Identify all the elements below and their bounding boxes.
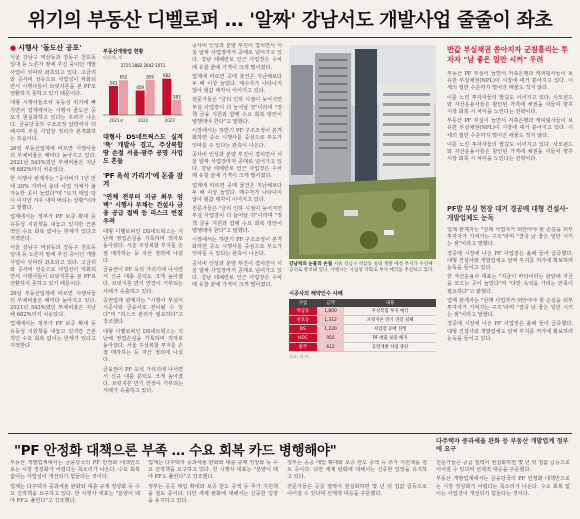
right-paragraph: 공사비 인상과 분양 부진이 겹치면서 서울 알짜 사업장마저 공매로 넘어가고 있다. 강남 테헤란로 인근 사업장은 수차례 유찰 끝에 가격이 크게 떨어졌다. (192, 260, 282, 289)
right-paragraph: 업계에 따르면 공매 물건은 지난해보다 두 배 이상 늘었다. 매수자가 나타나지 않아 헐값 매각이 이어지고 있다. (192, 73, 282, 95)
table-cell: 사업장 공매 진행 (344, 325, 436, 334)
left-paragraph: 26일 부동산업계에 따르면 시행사들의 부채비율은 해마다 높아지고 있다. 2021년 543%였던 부채비율은 지난해 682%까지 치솟았다. (10, 290, 96, 319)
sidebar-paragraph: 경공매 시장에 나온 PF 사업장은 올해 들어 급증했다. 대형 건설사와 개발업체도 알짜 부지를 저가에 확보하려 눈독을 들이고 있다. (447, 250, 573, 272)
bullet-icon: ● (10, 44, 17, 52)
table-cell: PF 대출 보증 해지 (344, 334, 436, 343)
bottom-paragraph: 정부는 공공 매입 확대와 보증 한도 증액 등 추가 지원책을 검토 중이다. 다만 세제 완화에 대해서는 신중한 입장을 유지하고 있다. (148, 483, 278, 505)
table-row (289, 343, 436, 352)
table-cell: 브릿지론 만기 연장 실패 (344, 316, 436, 325)
sidebar-paragraph: 부동산 PF 부실이 늘면서 저축은행과 캐피털사들이 보유한 부실채권(NPL)이 시장에 대거 쏟아지고 있다. 시세의 절반 수준까지 떨어진 매물도 적지 않다. (447, 71, 573, 92)
table-cell: 1,800 (317, 307, 345, 316)
sidebar-headline: 반값 부실채권 쏟아지자 군침흘리는 투자자 "남 좋은 일만 시켜" 우려 (447, 45, 569, 64)
bottom-paragraph: 업계는 다주택자 중과세율 완화와 대출 규제 정상화 등 수요 진작책을 요구하고 있다. 한 시행사 대표는 "분양이 돼야 PF도 풀린다"고 강조했다. (148, 460, 278, 481)
headline-rule (8, 37, 572, 38)
bottom-paragraph: 정부는 공공 매입 확대와 보증 한도 증액 등 추가 지원책을 검토 중이다. 다만 세제 완화에 대해서는 신중한 입장을 유지하고 있다. (287, 460, 427, 481)
chart-data-label: 459 (136, 85, 144, 91)
chart-data-label: 283 (173, 94, 181, 100)
sidebar-paragraph: 부동산 PF 부실이 늘면서 저축은행과 캐피털사들이 보유한 부실채권(NPL)이 시장에 대거 쏟아지고 있다. 시세의 절반 수준까지 떨어진 매물도 적지 않다. (447, 118, 573, 139)
sidebar-paragraph: 이를 노린 투자자들의 발길도 이어지고 있다. 사모펀드와 자산운용사들은 할인된 가격에 채권을 사들여 향후 시장 회복 시 차익을 노린다는 전략이다. (447, 94, 573, 116)
bottom-rule (8, 433, 572, 434)
right-paragraph: 공사비 인상과 분양 부진이 겹치면서 서울 알짜 사업장마저 공매로 넘어가고 있다. 강남 테헤란로 인근 사업장은 수차례 유찰 끝에 가격이 크게 떨어졌다. (192, 43, 282, 71)
bottom-column-3 (287, 460, 427, 518)
bottom-headline: "PF 안정화 대책으론 부족 … 수요 회복 카드 병행해야" (14, 443, 337, 459)
table-row (289, 316, 436, 325)
page-headline: 위기의 부동산 디벨로퍼 … '알짜' 강남서도 개발사업 줄줄이 좌초 (27, 8, 553, 31)
bottom-paragraph: 전문가들은 공급 절벽이 현실화하면 몇 년 뒤 집값 급등으로 이어질 수 있다며 선제적 대응을 주문했다. (436, 460, 570, 474)
center-paragraph: 증권업계 관계자는 "시행사 부실이 시공사와 금융사로 전이될 수 있다"며 "리스크 관리가 필요하다"고 강조했다. (103, 297, 183, 326)
left-paragraph: 서울 강남구 역삼동과 강동구 천호동 일대 등 노른자 땅에 추진 중이던 개발사업이 잇따라 좌초되고 있다. 고금리와 공사비 상승으로 사업성이 악화되면서 시행사들이 브릿지론을 본 PF로 전환하지 못하고 있기 때문이다. (10, 245, 96, 288)
right-paragraph: 시장에서는 하반기 PF 구조조정이 본격화하면 중소 시행사를 중심으로 부도가 잇따를 수 있다는 관측이 나온다. (192, 128, 282, 149)
table-cell: 612 (317, 343, 345, 352)
center-highlight-2: "연체 전부터 지금 최우 엄벽" 시행사 부채는 건설사 금융 공급 절벽 등 리스크 번질우려 (103, 194, 183, 225)
bottom-column-2 (148, 460, 278, 518)
left-paragraph: 서울 강남구 역삼동과 강동구 천호동 일대 등 노른자 땅에 추진 중이던 개발사업이 잇따라 좌초되고 있다. 고금리와 공사비 상승으로 사업성이 악화되면서 시행사들이 브릿지론을 본 PF로 전환하지 못하고 있기 때문이다. (10, 55, 96, 98)
table-row (289, 307, 436, 316)
table-header: 내용 (344, 299, 436, 307)
table-cell: 1,312 (317, 316, 345, 325)
left-paragraph: 업계에서는 정부가 PF 보증 확대 등 유동성 지원책을 내놓고 있지만 근본적인 수요 회복 없이는 한계가 있다고 지적한다. (10, 321, 96, 349)
bottom-paragraph: 업계는 다주택자 중과세율 완화와 대출 규제 정상화 등 수요 진작책을 요구하고 있다. 한 시행사 대표는 "분양이 돼야 PF도 풀린다"고 강조했다. (10, 483, 140, 505)
bottom-column-4 (436, 460, 570, 518)
right-paragraph: 시장에서는 하반기 PF 구조조정이 본격화하면 중소 시행사를 중심으로 부도가 잇따를 수 있다는 관측이 나온다. (192, 237, 282, 258)
chart-tick-label: 2022 (137, 118, 149, 123)
table-cell: 광주 (289, 343, 317, 352)
table-cell: DS (289, 325, 317, 334)
bottom-column-1 (10, 460, 140, 518)
left-article-column (10, 43, 96, 431)
chart-unit: 단위:%, 개 (103, 55, 123, 60)
chart-bar (119, 80, 128, 115)
bottom-paragraph: 부동산 개발업계에서는 금융당국의 PF 안정화 대책만으로는 시장 정상화가 어렵다는 목소리가 나온다. 수요 회복 없이는 사업성이 개선되기 힘들다는 것이다. (436, 476, 570, 497)
center-paragraph: 금융권이 PF 옥석 가리기에 나서면서 신규 대출 문턱도 크게 높아졌다. 브릿지론 만기 연장이 거부되는 사례가 속출하고 있다. (103, 267, 183, 295)
chart-bar (136, 91, 145, 115)
case-table (289, 290, 436, 360)
left-paragraph: 대형 시행사들조차 유동성 위기에 빠지면서 업계에서는 시행사 줄도산 공포가 현실화하고 있다는 우려가 나온다. 금융당국의 구조조정 압박까지 더해지며 부실 사업장 정리가 본격화하는 모습이다. (10, 100, 96, 143)
table-row (289, 334, 436, 343)
left-subhead-text: 시행사 '돌도산 공포' (18, 44, 82, 52)
center-paragraph: 금융권이 PF 옥석 가리기에 나서면서 신규 대출 문턱도 크게 높아졌다. 브릿지론 만기 연장이 거부되는 사례가 속출하고 있다. (103, 366, 183, 395)
left-paragraph: 26일 부동산업계에 따르면 시행사들의 부채비율은 해마다 높아지고 있다. 2021년 543%였던 부채비율은 지난해 682%까지 치솟았다. (10, 145, 96, 174)
chart-title: 부동산개발업 현황 (103, 49, 144, 55)
chart-bar (162, 79, 171, 115)
center-article-column (103, 132, 183, 431)
left-subhead (10, 45, 96, 52)
construction-site-photo (289, 45, 436, 259)
left-paragraph: 한 시행사 관계자는 "공사비가 1년 만에 30% 가까이 올라 사업 자체가 불가능한 곳이 늘었다"며 "토지 매입 당시 이자만 겨우 내며 버티는 상황"이라고 말했다. (10, 176, 96, 212)
table-cell: 역삼동 (289, 307, 317, 316)
chart-svg (103, 61, 183, 125)
cases-table (289, 299, 436, 352)
sidebar-paragraph: 경공매 시장에 나온 PF 사업장은 올해 들어 급증했다. 대형 건설사와 개발업체도 알짜 부지를 저가에 확보하려 눈독을 들이고 있다. (447, 321, 573, 342)
center-paragraph: 대형 디벨로퍼인 DS네트웍스는 지난해 영업손실을 기록하며 적자로 돌아섰다. 서울 주상복합 부지를 손절 매각하는 등 자산 정리에 나섰다. (103, 229, 183, 264)
chart-tick-label: 2023 (164, 118, 175, 123)
photo-illustration (289, 45, 436, 259)
table-cell: 천호동 (289, 316, 317, 325)
sidebar-paragraph: 이를 노린 투자자들의 발길도 이어지고 있다. 사모펀드와 자산운용사들은 할인된 가격에 채권을 사들여 향후 시장 회복 시 차익을 노린다는 전략이다. (447, 141, 573, 163)
center-minihead: 'PF 옥석 가리기'에 돈줄 잠겨 (103, 172, 183, 188)
bottom-subhead: 다주택자 중과세율 완화 등 부동산 개발업계 정부에 요구 (436, 438, 569, 453)
sidebar-article (447, 45, 573, 397)
sidebar-paragraph: 업계 관계자는 "원래 사업자가 떠안아야 할 손실을 외부 투자자가 가져가는 구조"라며 "결국 남 좋은 일만 시키는 셈"이라고 말했다. (447, 227, 573, 248)
left-paragraph: 업계에서는 정부가 PF 보증 확대 등 유동성 지원책을 내놓고 있지만 근본적인 수요 회복 없이는 한계가 있다고 지적한다. (10, 214, 96, 243)
table-header: 사업 (289, 299, 317, 307)
right-article-column (192, 43, 282, 431)
right-paragraph: 업계에 따르면 공매 물건은 지난해보다 두 배 이상 늘었다. 매수자가 나타나지 않아 헐값 매각이 이어지고 있다. (192, 182, 282, 204)
table-cell: HDC (289, 334, 317, 343)
caption-title: 강남역의 눈물의 손절 (289, 262, 333, 267)
table-cell: 1,220 (317, 325, 345, 334)
table-source: 자료: 각 사 (289, 354, 309, 359)
sidebar-paragraph: 업계 관계자는 "원래 사업자가 떠안아야 할 손실을 외부 투자자가 가져가는 구조"라며 "결국 남 좋은 일만 시키는 셈"이라고 말했다. (447, 297, 573, 319)
table-cell: 주상복합 부지 매각 (344, 307, 436, 316)
sidebar-body-2 (447, 227, 573, 397)
table-row (289, 325, 436, 334)
right-paragraph: 공사비 인상과 분양 부진이 겹치면서 서울 알짜 사업장마저 공매로 넘어가고 있다. 강남 테헤란로 인근 사업장은 수차례 유찰 끝에 가격이 크게 떨어졌다. (192, 151, 282, 180)
chart-bar (172, 100, 181, 115)
table-header: 금액 (317, 299, 345, 307)
chart-data-label: 543 (109, 80, 118, 86)
debt-chart (103, 48, 183, 128)
table-title: 시공사의 해약인수 사례 (289, 291, 343, 297)
right-paragraph: 전문가들은 "금리 인하 시점이 늦어지면 부실 사업장이 더 늘어날 것"이라며 "정책 금융 지원과 함께 수요 회복 방안이 병행돼야 한다"고 말했다. (192, 97, 282, 126)
bottom-paragraph: 부동산 개발업계에서는 금융당국의 PF 안정화 대책만으로는 시장 정상화가 어렵다는 목소리가 나온다. 수요 회복 없이는 사업성이 개선되기 힘들다는 것이다. (10, 460, 140, 481)
photo-caption (289, 262, 436, 274)
chart-data-label: 659 (146, 74, 154, 80)
caption-text: 서울 강남구 역삼동 일대 개발 예정 부지가 수년째 공터로 방치돼 있다. 시행사는 사업성 악화로 부지 매각을 추진하고 있다. (289, 262, 434, 273)
chart-data-label: 652 (119, 74, 128, 80)
right-paragraph: 전문가들은 "금리 인하 시점이 늦어지면 부실 사업장이 더 늘어날 것"이라며 "정책 금융 지원과 함께 수요 회복 방안이 병행돼야 한다"고 말했다. (192, 206, 282, 234)
sidebar-body (447, 71, 573, 201)
chart-tick-label: 2021년 (109, 118, 124, 123)
center-highlight: 대형사 DS네트웍스도 실적 '뚝' 개발사 겹고, 주상복합 땅 손절 서울·광주 공영 사업도 흔들 (103, 134, 183, 165)
bottom-paragraph: 전문가들은 공급 절벽이 현실화하면 몇 년 뒤 집값 급등으로 이어질 수 있다며 선제적 대응을 주문했다. (287, 483, 427, 497)
center-paragraph: 대형 디벨로퍼인 DS네트웍스는 지난해 영업손실을 기록하며 적자로 돌아섰다. 서울 주상복합 부지를 손절 매각하는 등 자산 정리에 나섰다. (103, 328, 183, 364)
chart-bar (146, 80, 155, 115)
sidebar-minihead: PF발 부실 현장 대거 경공매 대형 건설사·개발업체도 눈독 (447, 205, 569, 222)
chart-data-label: 682 (163, 73, 171, 79)
table-cell: 공영개발 사업 중단 (344, 343, 436, 352)
table-cell: 955 (317, 334, 345, 343)
sidebar-paragraph: 한 자산운용사 대표는 "지금이 바닥이라는 판단에 자금을 모으는 곳이 늘었다"며 "다만 옥석을 가리는 안목이 필요하다"고 밝혔다. (447, 274, 573, 295)
chart-bar (109, 86, 118, 115)
chart-top-labels: 2715 2882 2642 1071 (120, 63, 166, 68)
